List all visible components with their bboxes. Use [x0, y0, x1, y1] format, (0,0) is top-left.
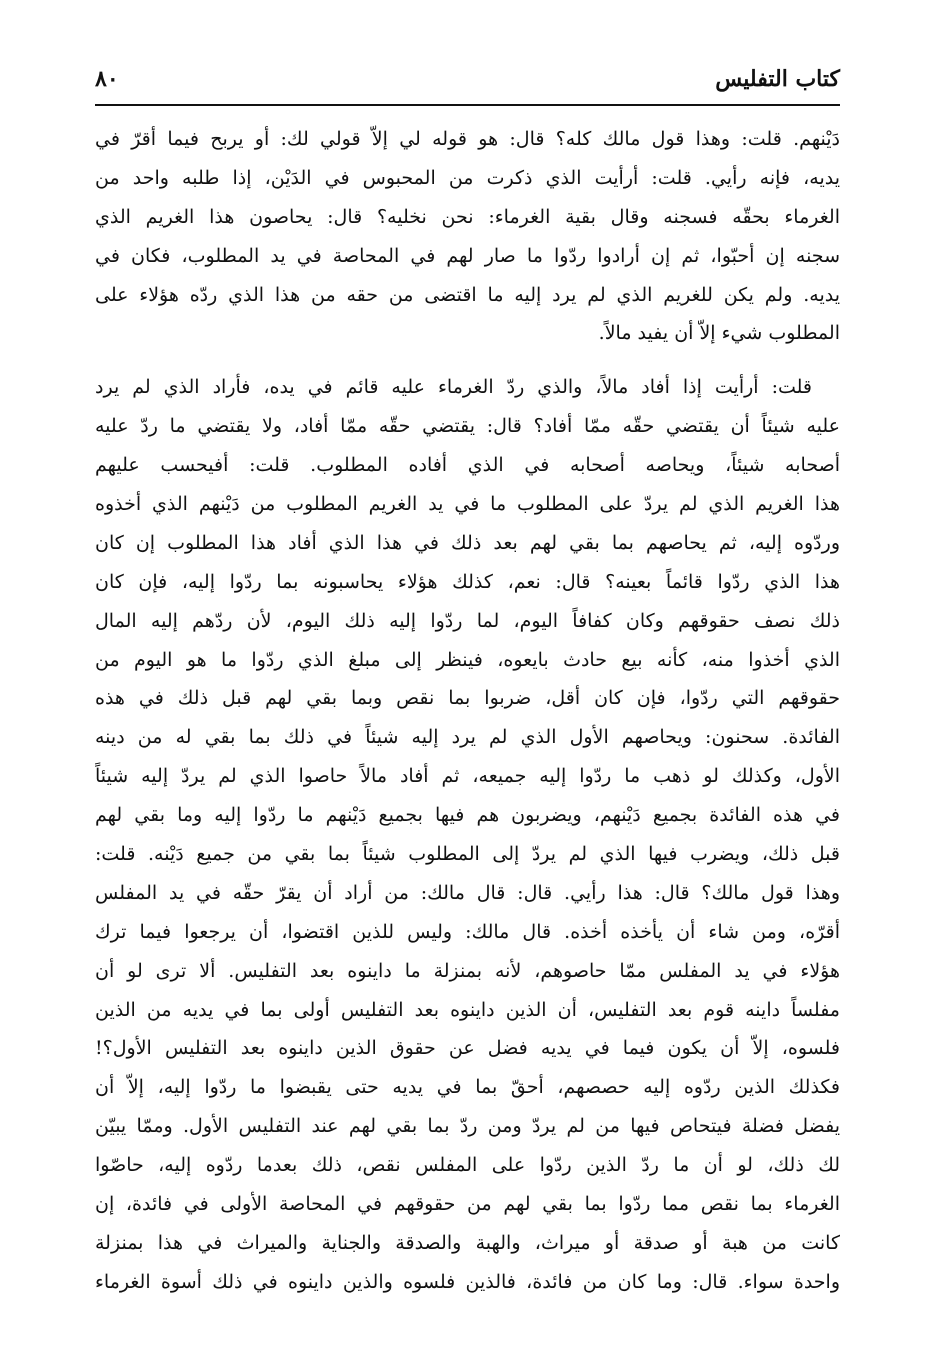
- text-line: الفائدة. سحنون: ويحاصهم الأول الذي لم يرد إليه شيئاً في ذلك بما بقي له من دينه: [95, 726, 840, 749]
- text-line: عليه شيئاً أن يقتضي حقّه ممّا أفاد؟ قال: يقتضي حقّه ممّا أفاد، ولا يقتضي ما ردّ عليه: [95, 415, 840, 438]
- text-line: يديه، فإنه رأيي. قلت: أرأيت الذي ذكرت من المحبوس في الدَيْن، إذا طلبه واحد من: [95, 166, 840, 189]
- text-line: الغرماء بما نقص مما ردّوا بما بقي لهم من حقوقهم في المحاصة الأولى في فائدة، إن: [95, 1193, 840, 1216]
- text-line: وهذا قول مالك؟ قال: هذا رأيي. قال: قال مالك: من أراد أن يقرّ حقّه في يد المفلس: [95, 881, 840, 904]
- text-line: فكذلك الذين ردّوه إليه حصصهم، أحقّ بما في يديه حتى يقبضوا ما ردّوا إليه، إلاّ أن: [95, 1076, 840, 1099]
- text-line: كانت من هبة أو صدقة أو ميراث، والهبة والصدقة والجناية والميراث في هذا بمنزلة: [95, 1231, 840, 1254]
- text-line: دَيْنهم. قلت: وهذا قول مالك كله؟ قال: هو قوله لي إلاّ قولي لك: أو يربح فيما أقرّ في: [95, 128, 840, 150]
- page-number: ٨٠: [95, 66, 119, 92]
- page-header: [95, 60, 840, 100]
- body-text: [95, 120, 840, 1302]
- text-line: أقرّه، ومن شاء أن يأخذه أخذه. قال مالك: وليس للذين اقتضوا، أن يرجعوا فيما ترك: [95, 920, 840, 943]
- text-line: مفلساً داينه قوم بعد التفليس، أن الذين داينوه بعد التفليس أولى بما في يديه من الذين: [95, 998, 840, 1021]
- text-line: حقوقهم التي ردّوا، فإن كان أقل، ضربوا بما نقص وبما بقي لهم قبل ذلك في هذه: [95, 687, 840, 710]
- text-line: هذا الذي ردّوا قائماً بعينه؟ قال: نعم، كذلك هؤلاء يحاسبونه بما ردّوا إليه، فإن كان: [95, 570, 840, 593]
- text-line: الأول، وكذلك لو ذهب ما ردّوا إليه جميعه، ثم أفاد مالاً حاصوا الذي لم يردّ إليه شيئاً: [95, 765, 840, 788]
- text-line: لك ذلك، لو أن ما ردّ الذين ردّوا على المفلس نقص، ذلك بعدما ردّوه إليه، حاصّوا: [95, 1154, 840, 1177]
- text-line: هؤلاء في يد المفلس ممّا حاصوهم، لأنه بمنزلة ما داينوه بعد التفليس. ألا ترى لو أن: [95, 959, 840, 982]
- text-line: يفضل فضلة فيتحاص فيها من لم يردّ ومن ردّ بما بقي لهم عند التفليس الأول. وممّا يبيّن: [95, 1115, 840, 1138]
- text-line: الذي أخذوا منه، كأنه بيع حادث بايعوه، فينظر إلى مبلغ الذي ردّوا ما هو اليوم من: [95, 648, 840, 671]
- text-line: واحدة سواء. قال: وما كان من فائدة، فالذين فلسوه والذين داينوه في ذلك أسوة الغرماء: [95, 1270, 840, 1293]
- text-line: المطلوب شيء إلاّ أن يفيد مالاً.: [598, 322, 840, 345]
- text-line: أصحابه شيئاً، ويحاصه أصحابه في الذي أفاده المطلوب. قلت: أفيحسب عليهم: [95, 454, 840, 477]
- text-line: الغرماء بحقّه فسجنه وقال بقية الغرماء: نحن نخليه؟ قال: يحاصون هذا الغريم الذي: [95, 205, 840, 228]
- text-line: فلسوه، إلاّ أن يكون فيما في يديه فضل عن حقوق الذين داينوه بعد التفليس الأول؟!: [95, 1037, 840, 1060]
- text-line: وردّوه إليه، ثم يحاصهم بما بقي لهم بعد ذلك في هذا الذي أفاد هذا المطلوب إن كان: [95, 531, 840, 554]
- text-line: قلت: أرأيت إذا أفاد مالاً، والذي ردّ الغرماء عليه قائم في يده، فأراد الذي لم يرد: [95, 376, 812, 399]
- paragraph: [95, 368, 840, 1301]
- text-line: قبل ذلك، ويضرب فيها الذي لم يردّ إلى المطلوب شيئاً بما بقي من جميع دَيْنه. قلت:: [95, 843, 840, 866]
- text-line: يديه. ولم يكن للغريم الذي لم يرد إليه ما اقتضى من حقه من هذا الذي ردّه هؤلاء على: [95, 283, 840, 306]
- text-line: سجنه إن أحبّوا، ثم إن أرادوا ردّوا ما صار لهم في المحاصة في يد المطلوب، فكان في: [95, 244, 840, 267]
- text-line: في هذه الفائدة بجميع دَيْنهم، ويضربون هم فيها بجميع دَيْنهم ما ردّوا إليه وما بقي لهم: [95, 804, 840, 827]
- text-line: ذلك نصف حقوقهم وكان كفافاً اليوم، لما ردّوا إليه ذلك اليوم، لأن ردّهم إليه المال: [95, 609, 840, 632]
- header-divider: [95, 104, 840, 106]
- text-line: هذا الغريم الذي لم يردّ على المطلوب ما في يد الغريم المطلوب من دَيْنهم الذي أخذوه: [95, 493, 840, 516]
- running-title: كتاب التفليس: [715, 66, 840, 92]
- paragraph: [95, 120, 840, 353]
